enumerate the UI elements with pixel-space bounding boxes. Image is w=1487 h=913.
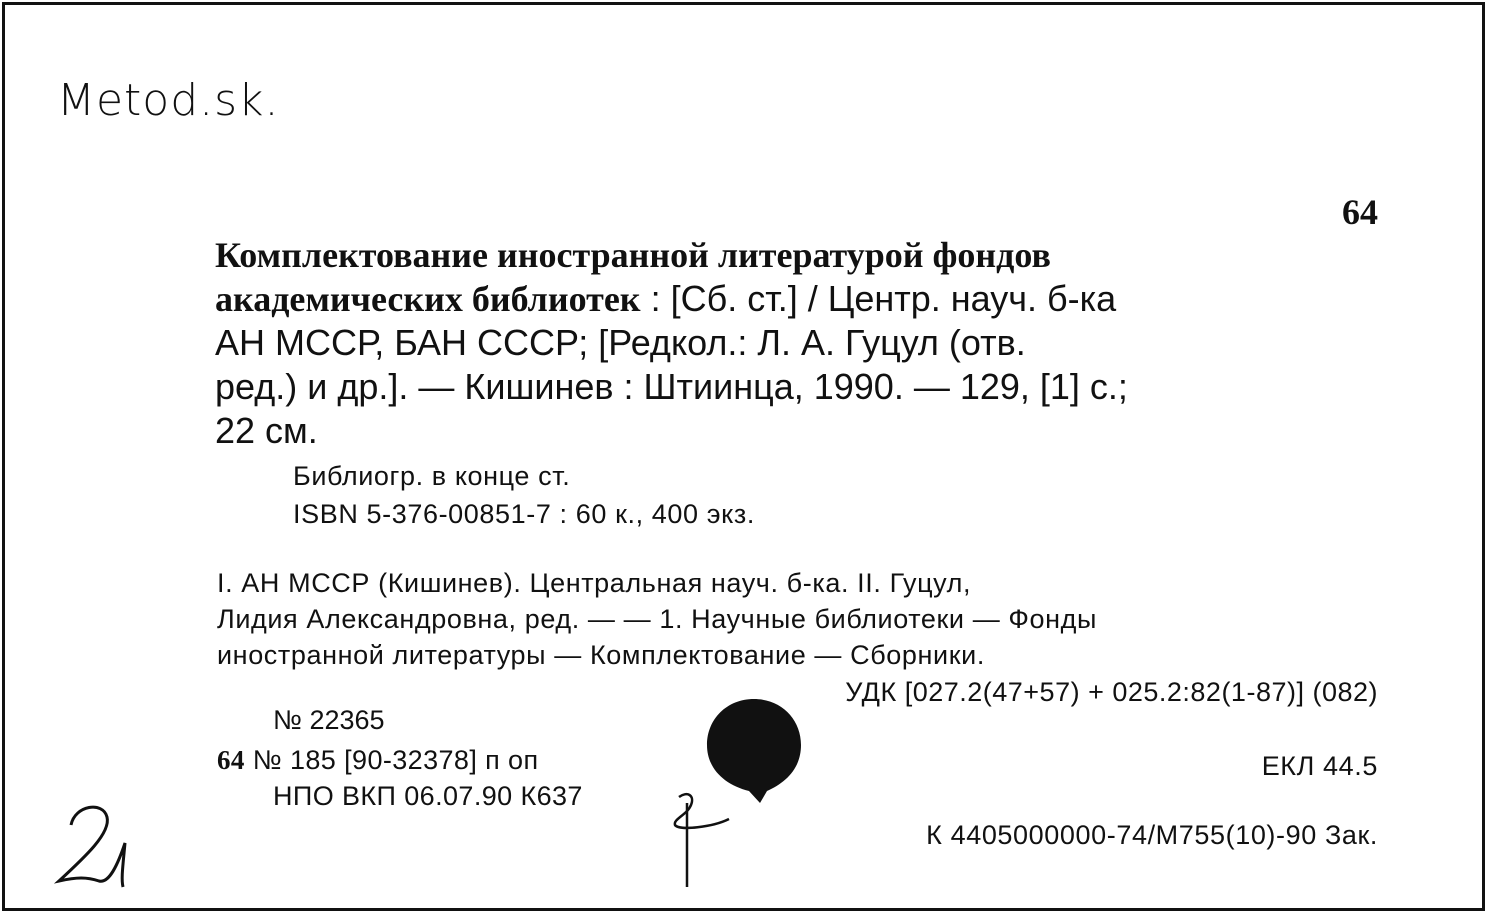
shelf-number: 64 xyxy=(1342,192,1378,232)
bibliographic-entry xyxy=(215,233,1380,453)
inventory-number: № 22365 xyxy=(273,705,385,735)
print-code: К 4405000000-74/М755(10)-90 Зак. xyxy=(926,820,1378,850)
handwritten-digit-icon xyxy=(41,795,151,895)
catalog-card xyxy=(2,2,1485,911)
tracings xyxy=(217,565,1382,673)
udk-classification: УДК [027.2(47+57) + 025.2:82(1-87)] (082) xyxy=(845,677,1378,707)
title-line-4: ред.) и др.]. — Кишинев : Штиинца, 1990. — 129, [1] с.; xyxy=(215,366,1128,407)
ekl-code: ЕКЛ 44.5 xyxy=(1261,751,1378,781)
notes-block xyxy=(293,457,755,533)
title-line-3: АН МССР, БАН СССР; [Редкол.: Л. А. Гуцул (отв. xyxy=(215,322,1026,363)
tracing-line-2: Лидия Александровна, ред. — — 1. Научные библиотеки — Фонды xyxy=(217,604,1098,634)
order-shelf: 64 xyxy=(217,745,245,775)
tracing-line-3: иностранной литературы — Комплектование — Сборники. xyxy=(217,640,985,670)
handwritten-mark-icon xyxy=(665,783,745,893)
title-line-1: Комплектование иностранной литературой фондов xyxy=(215,235,1051,275)
order-line xyxy=(217,745,539,776)
handwritten-note: Metod.sk. xyxy=(57,75,280,126)
isbn-note: ISBN 5-376-00851-7 : 60 к., 400 экз. xyxy=(293,499,755,529)
order-number: № 185 [90-32378] п оп xyxy=(244,745,539,775)
tracing-line-1: I. АН МССР (Кишинев). Центральная науч. б-ка. II. Гуцул, xyxy=(217,568,972,598)
bibliography-note: Библиогр. в конце ст. xyxy=(293,461,571,491)
title-line-2: академических библиотек : [Сб. ст.] / Центр. науч. б-ка xyxy=(215,278,1117,319)
title-line-5: 22 см. xyxy=(215,410,318,451)
npo-line: НПО ВКП 06.07.90 К637 xyxy=(273,781,583,811)
